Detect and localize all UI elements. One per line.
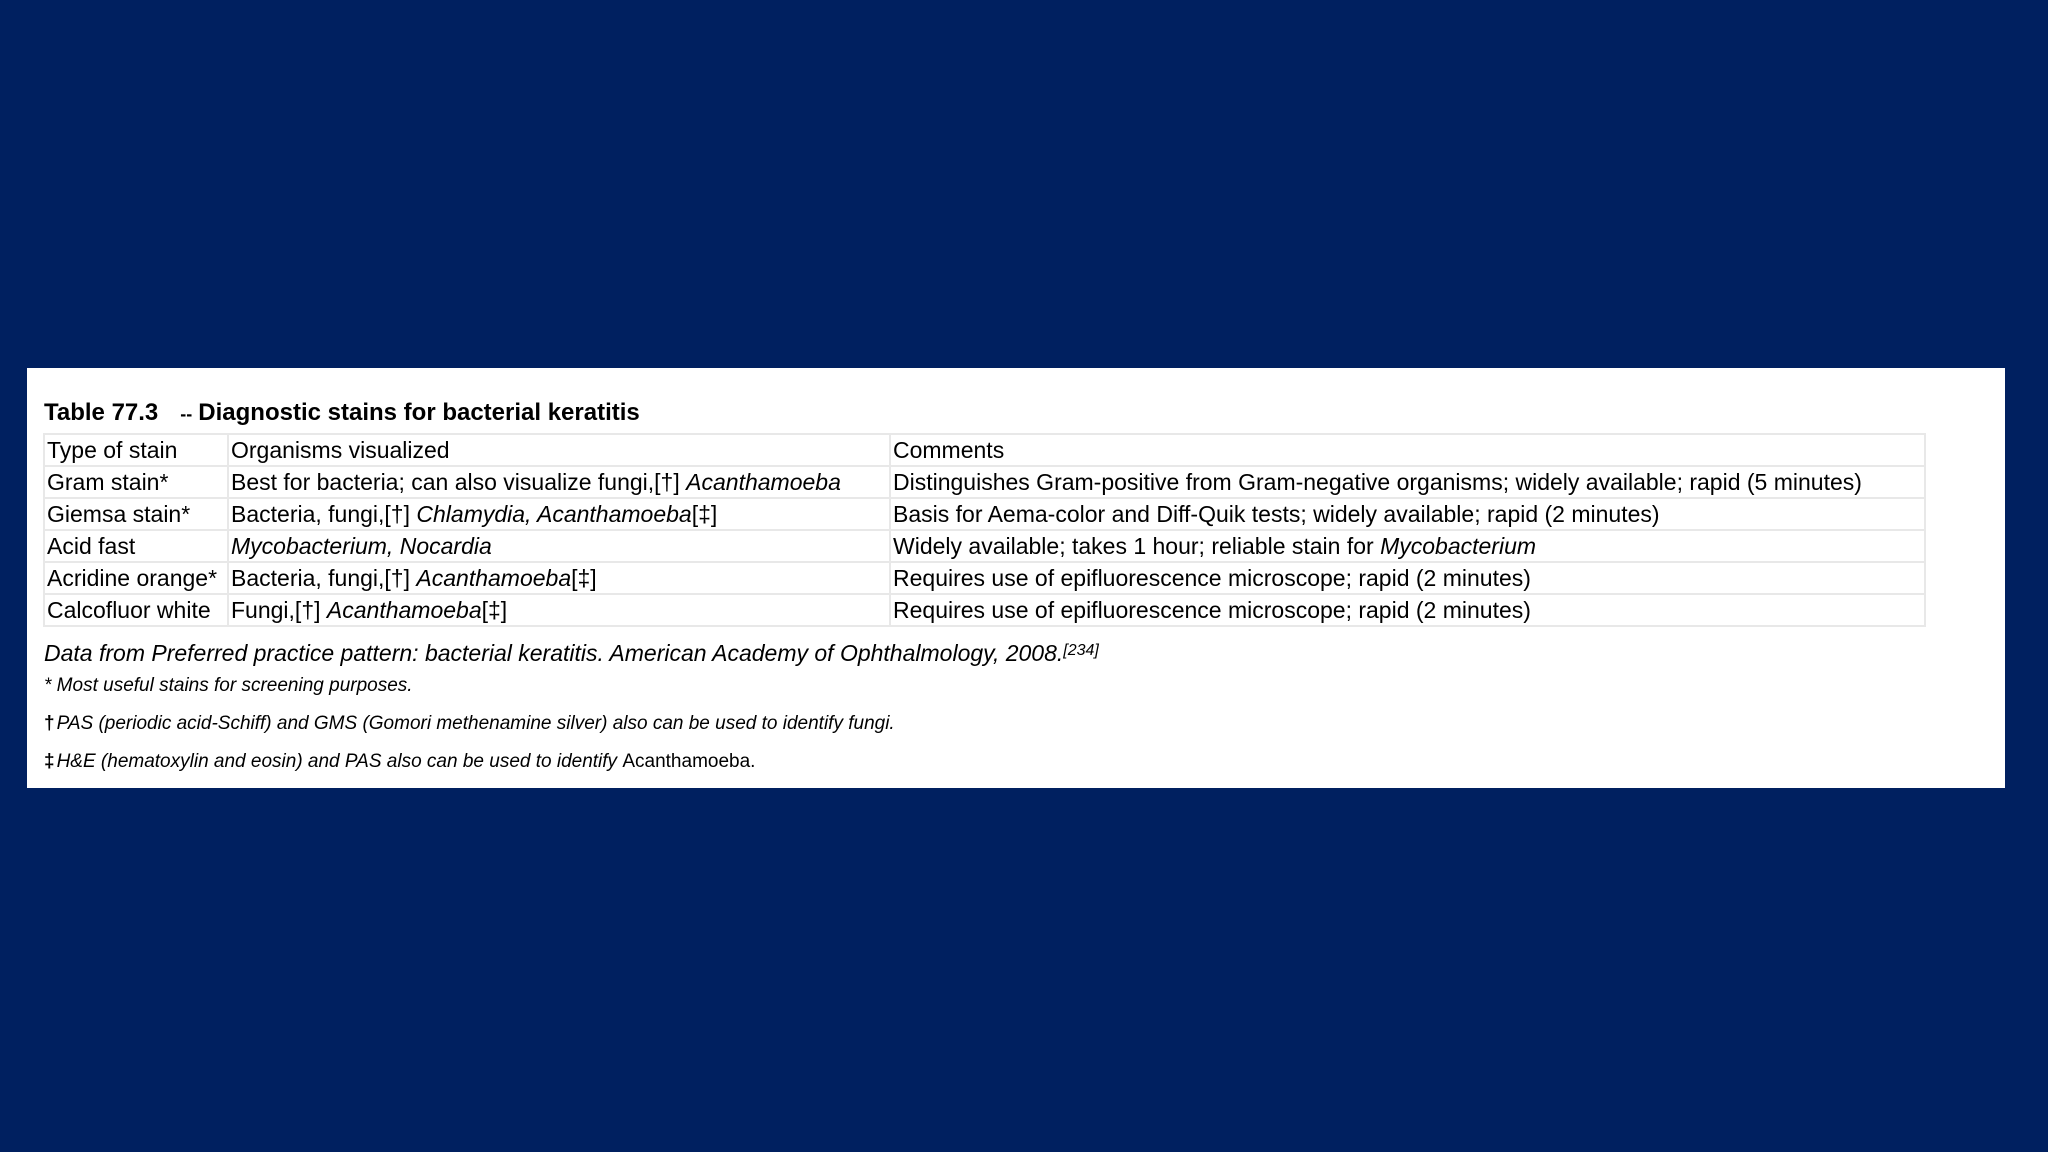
organisms-note: [‡]	[481, 597, 508, 623]
organisms-italic: Acanthamoeba	[326, 597, 482, 623]
organisms-note: [‡]	[691, 501, 718, 527]
stain-cell: Gram stain*	[44, 466, 228, 498]
footnote-double-dagger	[44, 751, 755, 773]
footnote-dagger	[44, 713, 895, 735]
organisms-italic: Mycobacterium, Nocardia	[231, 533, 492, 559]
table-title	[44, 399, 640, 427]
comments-text: Requires use of epifluorescence microscope; rapid (2 minutes)	[893, 565, 1531, 591]
stain-cell: Calcofluor white	[44, 594, 228, 626]
header-organisms-visualized: Organisms visualized	[228, 434, 890, 466]
comments-italic: Mycobacterium	[1380, 533, 1537, 559]
header-type-of-stain: Type of stain	[44, 434, 228, 466]
table-row	[44, 466, 1925, 498]
organisms-note: [‡]	[571, 565, 597, 591]
organisms-cell	[228, 466, 890, 498]
source-text: Data from Preferred practice pattern: bacterial keratitis. American Academy of Ophthalmology, 2008.	[44, 640, 1064, 666]
organisms-text: Bacteria, fungi,[†]	[231, 565, 417, 591]
comments-text: Basis for Aema-color and Diff-Quik tests; widely available; rapid (2 minutes)	[893, 501, 1660, 527]
comments-cell	[890, 498, 1925, 530]
organisms-text: Bacteria, fungi,[†]	[231, 501, 417, 527]
organisms-cell	[228, 498, 890, 530]
footnote-double-dagger-term: Acanthamoeba.	[622, 751, 756, 772]
stain-cell: Acid fast	[44, 530, 228, 562]
organisms-cell	[228, 594, 890, 626]
source-citation	[44, 640, 1099, 667]
organisms-cell	[228, 562, 890, 594]
organisms-text: Best for bacteria; can also visualize fungi,[†]	[231, 469, 687, 495]
comments-cell	[890, 562, 1925, 594]
comments-cell	[890, 530, 1925, 562]
organisms-text: Fungi,[†]	[231, 597, 327, 623]
table-row	[44, 594, 1925, 626]
source-reference: [234]	[1063, 642, 1099, 659]
footnote-star: * Most useful stains for screening purposes.	[44, 675, 413, 696]
organisms-cell	[228, 530, 890, 562]
table-subtitle: Diagnostic stains for bacterial keratitis	[198, 399, 640, 426]
comments-text: Distinguishes Gram-positive from Gram-negative organisms; widely available; rapid (5 minutes)	[893, 469, 1862, 495]
organisms-italic: Chlamydia, Acanthamoeba	[416, 501, 692, 527]
table-row	[44, 530, 1925, 562]
header-comments: Comments	[890, 434, 1925, 466]
comments-text: Requires use of epifluorescence microscope; rapid (2 minutes)	[893, 597, 1531, 623]
comments-cell	[890, 594, 1925, 626]
stains-table	[43, 433, 1926, 627]
double-dagger-symbol: ‡	[44, 751, 55, 772]
table-row	[44, 562, 1925, 594]
footnote-dagger-text: PAS (periodic acid-Schiff) and GMS (Gomori methenamine silver) also can be used to identify fungi.	[56, 713, 895, 734]
stain-cell: Acridine orange*	[44, 562, 228, 594]
organisms-italic: Acanthamoeba	[686, 469, 841, 495]
title-dash: --	[180, 404, 193, 424]
table-row	[44, 498, 1925, 530]
organisms-italic: Acanthamoeba	[416, 565, 572, 591]
footnote-double-dagger-text: H&E (hematoxylin and eosin) and PAS also can be used to identify	[56, 751, 623, 772]
table-header-row	[44, 434, 1925, 466]
table-number: Table 77.3	[44, 399, 159, 426]
comments-cell	[890, 466, 1925, 498]
dagger-symbol: †	[44, 713, 55, 734]
comments-text: Widely available; takes 1 hour; reliable stain for	[893, 533, 1381, 559]
table-panel	[27, 368, 2005, 788]
stain-cell: Giemsa stain*	[44, 498, 228, 530]
